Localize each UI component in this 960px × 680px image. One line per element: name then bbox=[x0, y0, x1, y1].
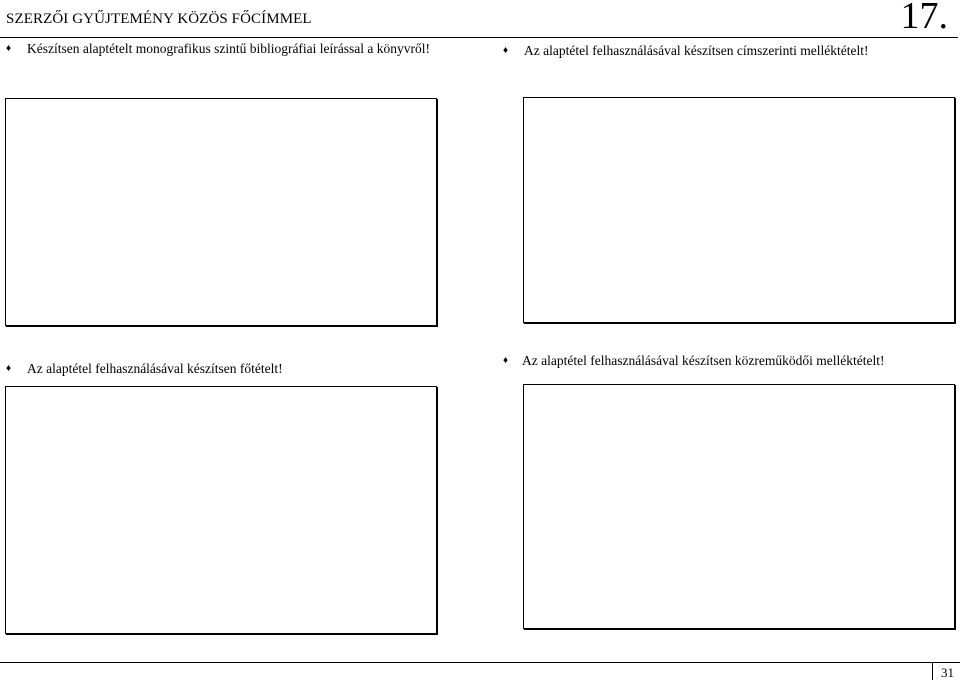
exercise-number: 17. bbox=[900, 0, 948, 37]
task-3 bbox=[6, 360, 436, 377]
answer-box-fotetel[interactable] bbox=[5, 386, 437, 634]
footer-page-number: 31 bbox=[941, 665, 954, 680]
page-title: SZERZŐI GYŰJTEMÉNY KÖZÖS FŐCÍMMEL bbox=[6, 11, 312, 27]
task-text: Az alaptétel felhasználásával készítsen közreműködői melléktételt! bbox=[522, 353, 885, 368]
task-text: Az alaptétel felhasználásával készítsen főtételt! bbox=[27, 361, 283, 376]
diamond-bullet-icon: ♦ bbox=[503, 45, 509, 56]
answer-box-cimszerinti-melleklet[interactable] bbox=[523, 97, 955, 323]
diamond-bullet-icon: ♦ bbox=[6, 363, 12, 374]
task-4 bbox=[503, 352, 953, 369]
task-text: Készítsen alaptételt monografikus szintű bibliográfiai leírással a könyvről! bbox=[27, 41, 431, 56]
task-1 bbox=[6, 40, 436, 57]
header-rule bbox=[0, 37, 958, 38]
answer-box-kozremukodoi-melleklet[interactable] bbox=[523, 384, 955, 629]
diamond-bullet-icon: ♦ bbox=[503, 355, 509, 366]
task-text: Az alaptétel felhasználásával készítsen címszerinti melléktételt! bbox=[524, 43, 869, 58]
diamond-bullet-icon: ♦ bbox=[6, 43, 12, 54]
answer-box-alaptetel[interactable] bbox=[5, 98, 437, 326]
footer-rule bbox=[0, 662, 932, 663]
task-2 bbox=[503, 42, 953, 59]
